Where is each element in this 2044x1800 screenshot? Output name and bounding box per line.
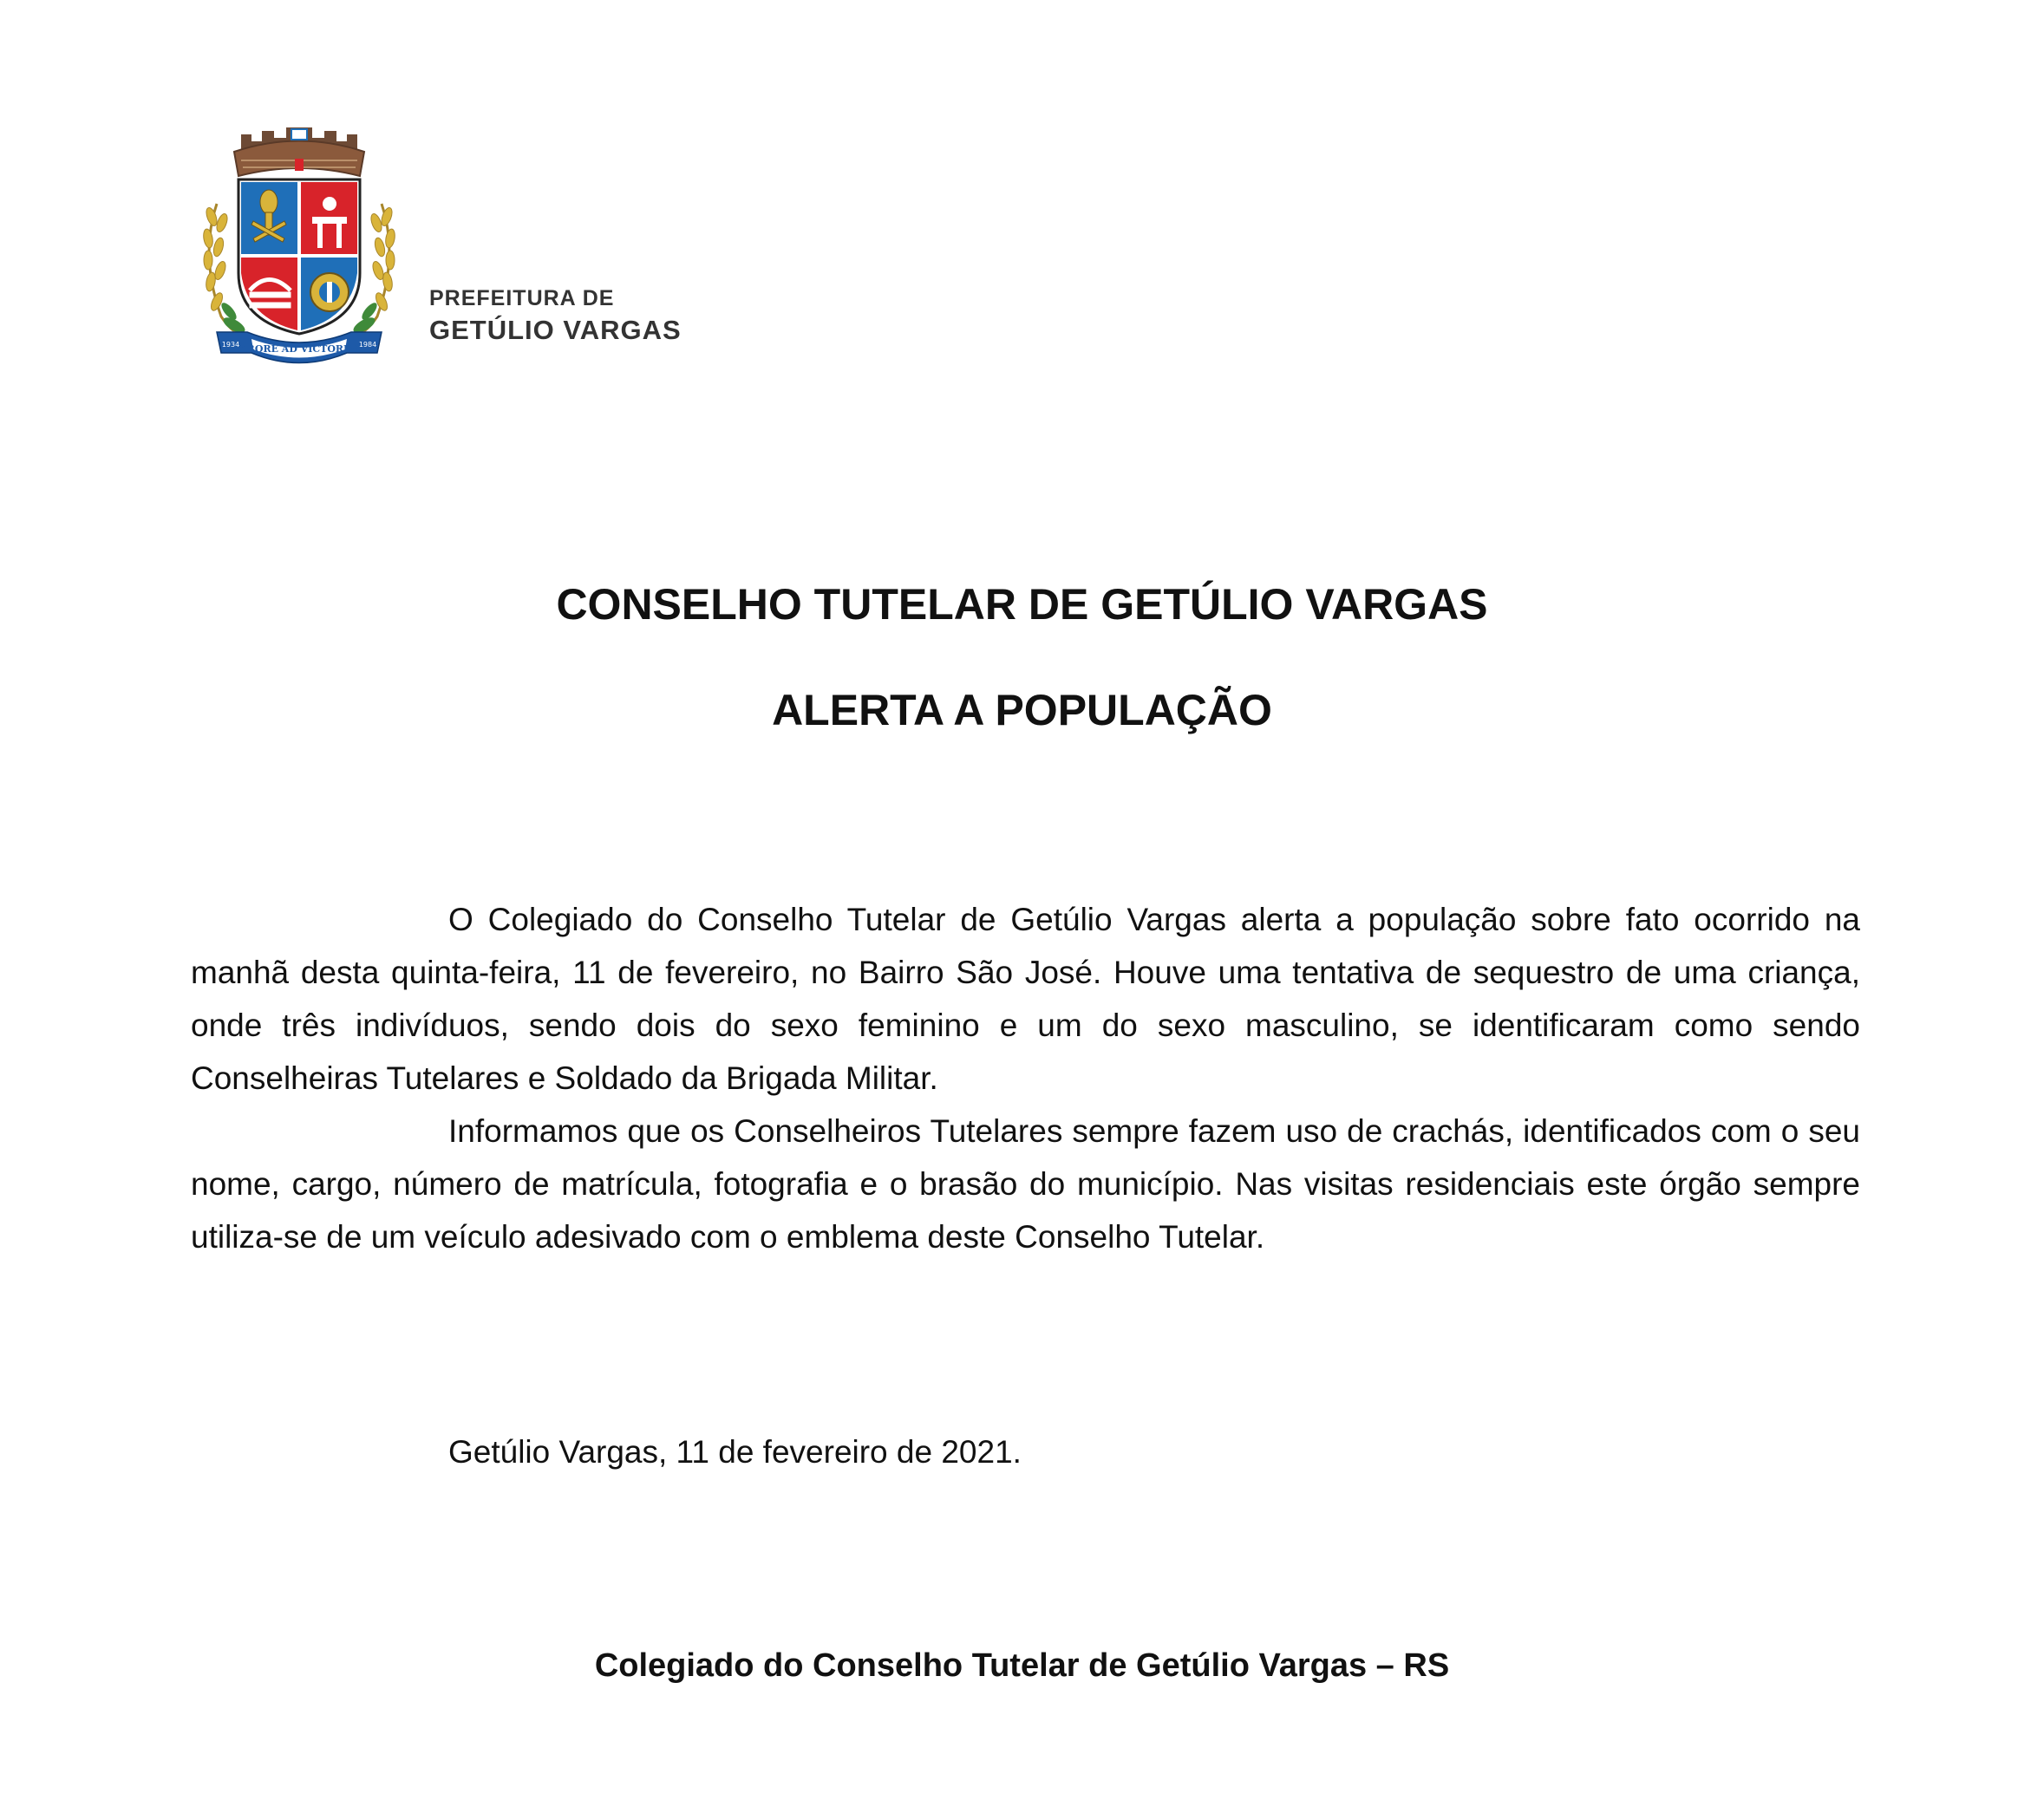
- org-line-2: GETÚLIO VARGAS: [429, 314, 682, 345]
- svg-text:1934: 1934: [221, 341, 240, 349]
- body-paragraph-2: Informamos que os Conselheiros Tutelares sempre fazem uso de crachás, identificados com o seu nome, cargo, número de matrícula, fotografia e o brasão do município. Nas visitas residenciais este órgão sempre utiliza-se de um veículo adesivado com o emblema deste Conselho Tutelar.: [191, 1113, 1860, 1255]
- motto-ribbon: [217, 332, 382, 363]
- organization-name: [429, 286, 950, 345]
- document-title: [0, 577, 2044, 738]
- title-line-1: CONSELHO TUTELAR DE GETÚLIO VARGAS: [556, 580, 1488, 629]
- document-body: [191, 893, 1860, 1263]
- letterhead: [199, 126, 980, 377]
- shield: [238, 179, 360, 334]
- org-line-1: PREFEITURA DE: [429, 286, 615, 310]
- date-line: Getúlio Vargas, 11 de fevereiro de 2021.: [448, 1434, 1022, 1470]
- municipal-coat-of-arms-icon: [199, 126, 399, 368]
- body-paragraph-1: O Colegiado do Conselho Tutelar de Getúlio Vargas alerta a população sobre fato ocorrido na manhã desta quinta-feira, 11 de fevereiro, no Bairro São José. Houve uma tentativa de sequestro de uma criança, onde três indivíduos, sendo dois do sexo feminino e um do sexo masculino, se identificaram como sendo Conselheiras Tutelares e Soldado da Brigada Militar.: [191, 902, 1860, 1096]
- title-line-2: ALERTA A POPULAÇÃO: [772, 686, 1272, 734]
- svg-text:LABORE AD VICTORIAM: LABORE AD VICTORIAM: [232, 343, 366, 355]
- mural-crown: [234, 127, 364, 176]
- svg-text:1984: 1984: [358, 341, 377, 349]
- signature: Colegiado do Conselho Tutelar de Getúlio Vargas – RS: [594, 1647, 1450, 1684]
